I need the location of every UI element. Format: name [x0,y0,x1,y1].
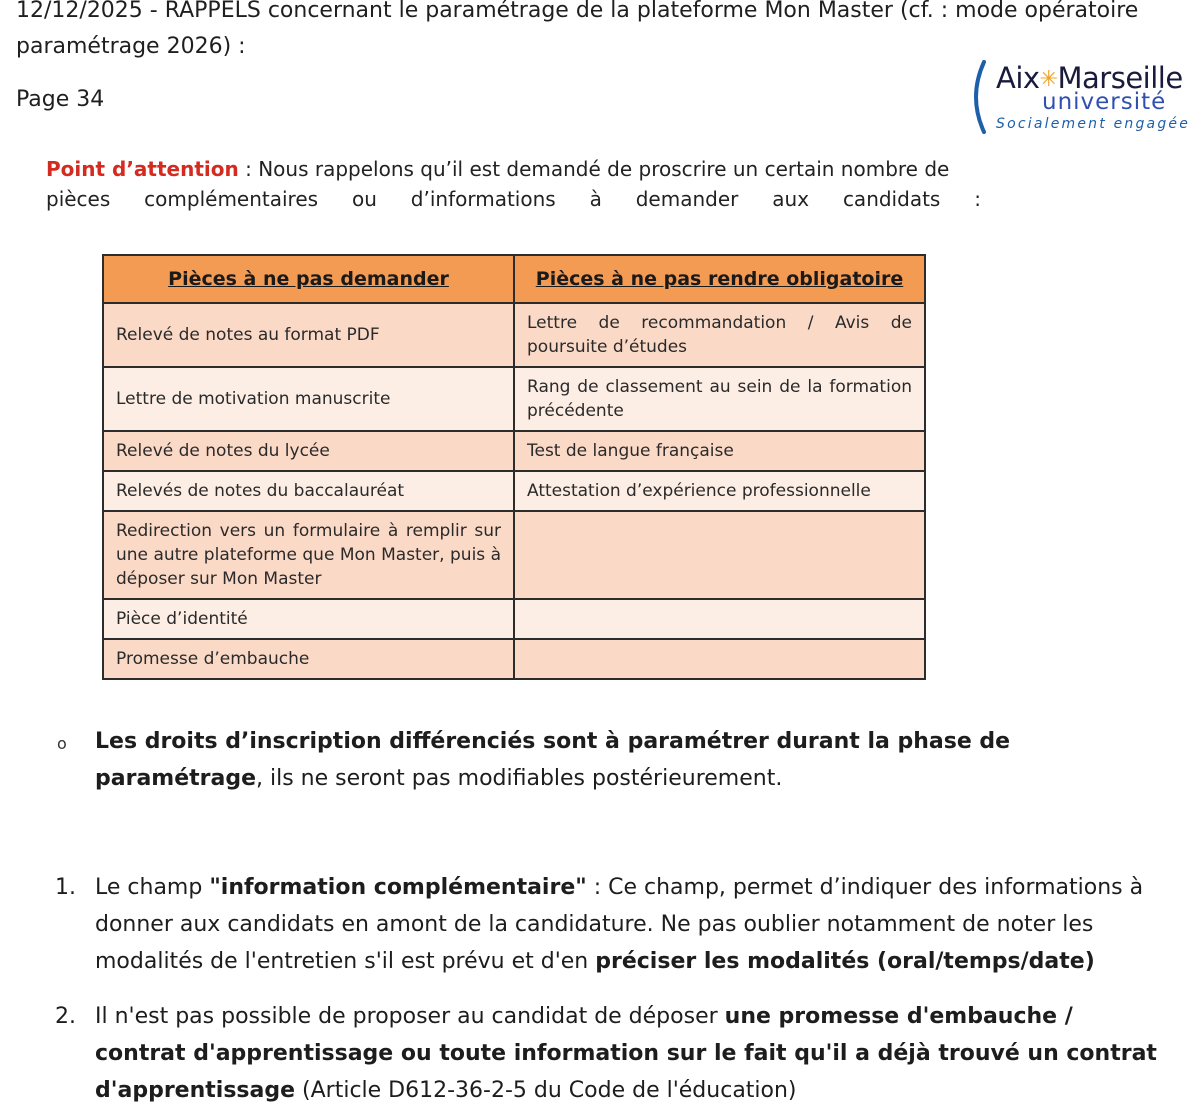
table-cell [514,639,925,679]
university-logo [962,58,1194,138]
logo-bracket-icon [962,60,996,134]
attention-word: candidats [842,187,941,211]
table-header-cell: Pièces à ne pas rendre obligatoire [514,255,925,303]
attention-label: Point d’attention [46,157,239,181]
attention-word: complémentaires [144,187,319,211]
table-cell: Pièce d’identité [103,599,514,639]
table-cell: Promesse d’embauche [103,639,514,679]
table-row [103,431,925,471]
table-header-cell: Pièces à ne pas demander [103,255,514,303]
table-cell: Rang de classement au sein de la formation précédente [514,367,925,431]
attention-line-2 [46,184,981,214]
list-number: 2. [55,1004,76,1029]
page-number: Page 34 [16,87,105,112]
table-cell: Lettre de recommandation / Avis de poursuite d’études [514,303,925,367]
table-cell [514,599,925,639]
table-cell [514,511,925,599]
table-cell: Relevé de notes du lycée [103,431,514,471]
attention-word: demander [635,187,739,211]
attention-word: aux [772,187,810,211]
table-cell: Test de langue française [514,431,925,471]
document-header-line-1: 12/12/2025 - RAPPELS concernant le paramétrage de la plateforme Mon Master (cf. : mode opératoire [16,0,1139,23]
attention-word: : [974,187,981,211]
attention-word: ou [351,187,377,211]
list-item: Le champ "information complémentaire" : Ce champ, permet d’indiquer des informations à donner aux candidats en amont de la candidature. Ne pas oublier notamment de noter les modalités de l'entretien s'il est prévu et d'en préciser les modalités (oral/temps/date) [95,875,1144,974]
attention-paragraph [46,154,981,214]
table-row [103,471,925,511]
table-cell: Lettre de motivation manuscrite [103,367,514,431]
table-cell: Relevés de notes du baccalauréat [103,471,514,511]
table-row [103,639,925,679]
table-cell: Redirection vers un formulaire à remplir sur une autre plateforme que Mon Master, puis à déposer sur Mon Master [103,511,514,599]
list-item: Il n'est pas possible de proposer au candidat de déposer une promesse d'embauche / contrat d'apprentissage ou toute information sur le fait qu'il a déjà trouvé un contrat d'apprentissage (Article D612-36-2-5 du Code de l'éducation) [95,1004,1157,1103]
table-row [103,599,925,639]
table-row [103,367,925,431]
table-row [103,303,925,367]
table-cell: Attestation d’expérience professionnelle [514,471,925,511]
table-row [103,511,925,599]
attention-word: pièces [46,187,111,211]
bullet-marker: o [57,734,67,753]
logo-star-icon: ✳ [1039,67,1058,92]
logo-name: Aix✳Marseille [996,61,1183,95]
document-header-line-2: paramétrage 2026) : [16,34,246,59]
attention-line-1: Point d’attention : Nous rappelons qu’il est demandé de proscrire un certain nombre de [46,157,950,181]
logo-tagline: Socialement engagée [996,116,1191,132]
pieces-table [102,254,926,680]
bullet-paragraph: Les droits d’inscription différenciés sont à paramétrer durant la phase de paramétrage, ils ne seront pas modifiables postérieurement. [95,729,1011,791]
attention-word: à [589,187,602,211]
attention-word: d’informations [410,187,556,211]
list-number: 1. [55,875,76,900]
table-header-row [103,255,925,303]
table-cell: Relevé de notes au format PDF [103,303,514,367]
logo-subtitle: université [1042,89,1167,115]
